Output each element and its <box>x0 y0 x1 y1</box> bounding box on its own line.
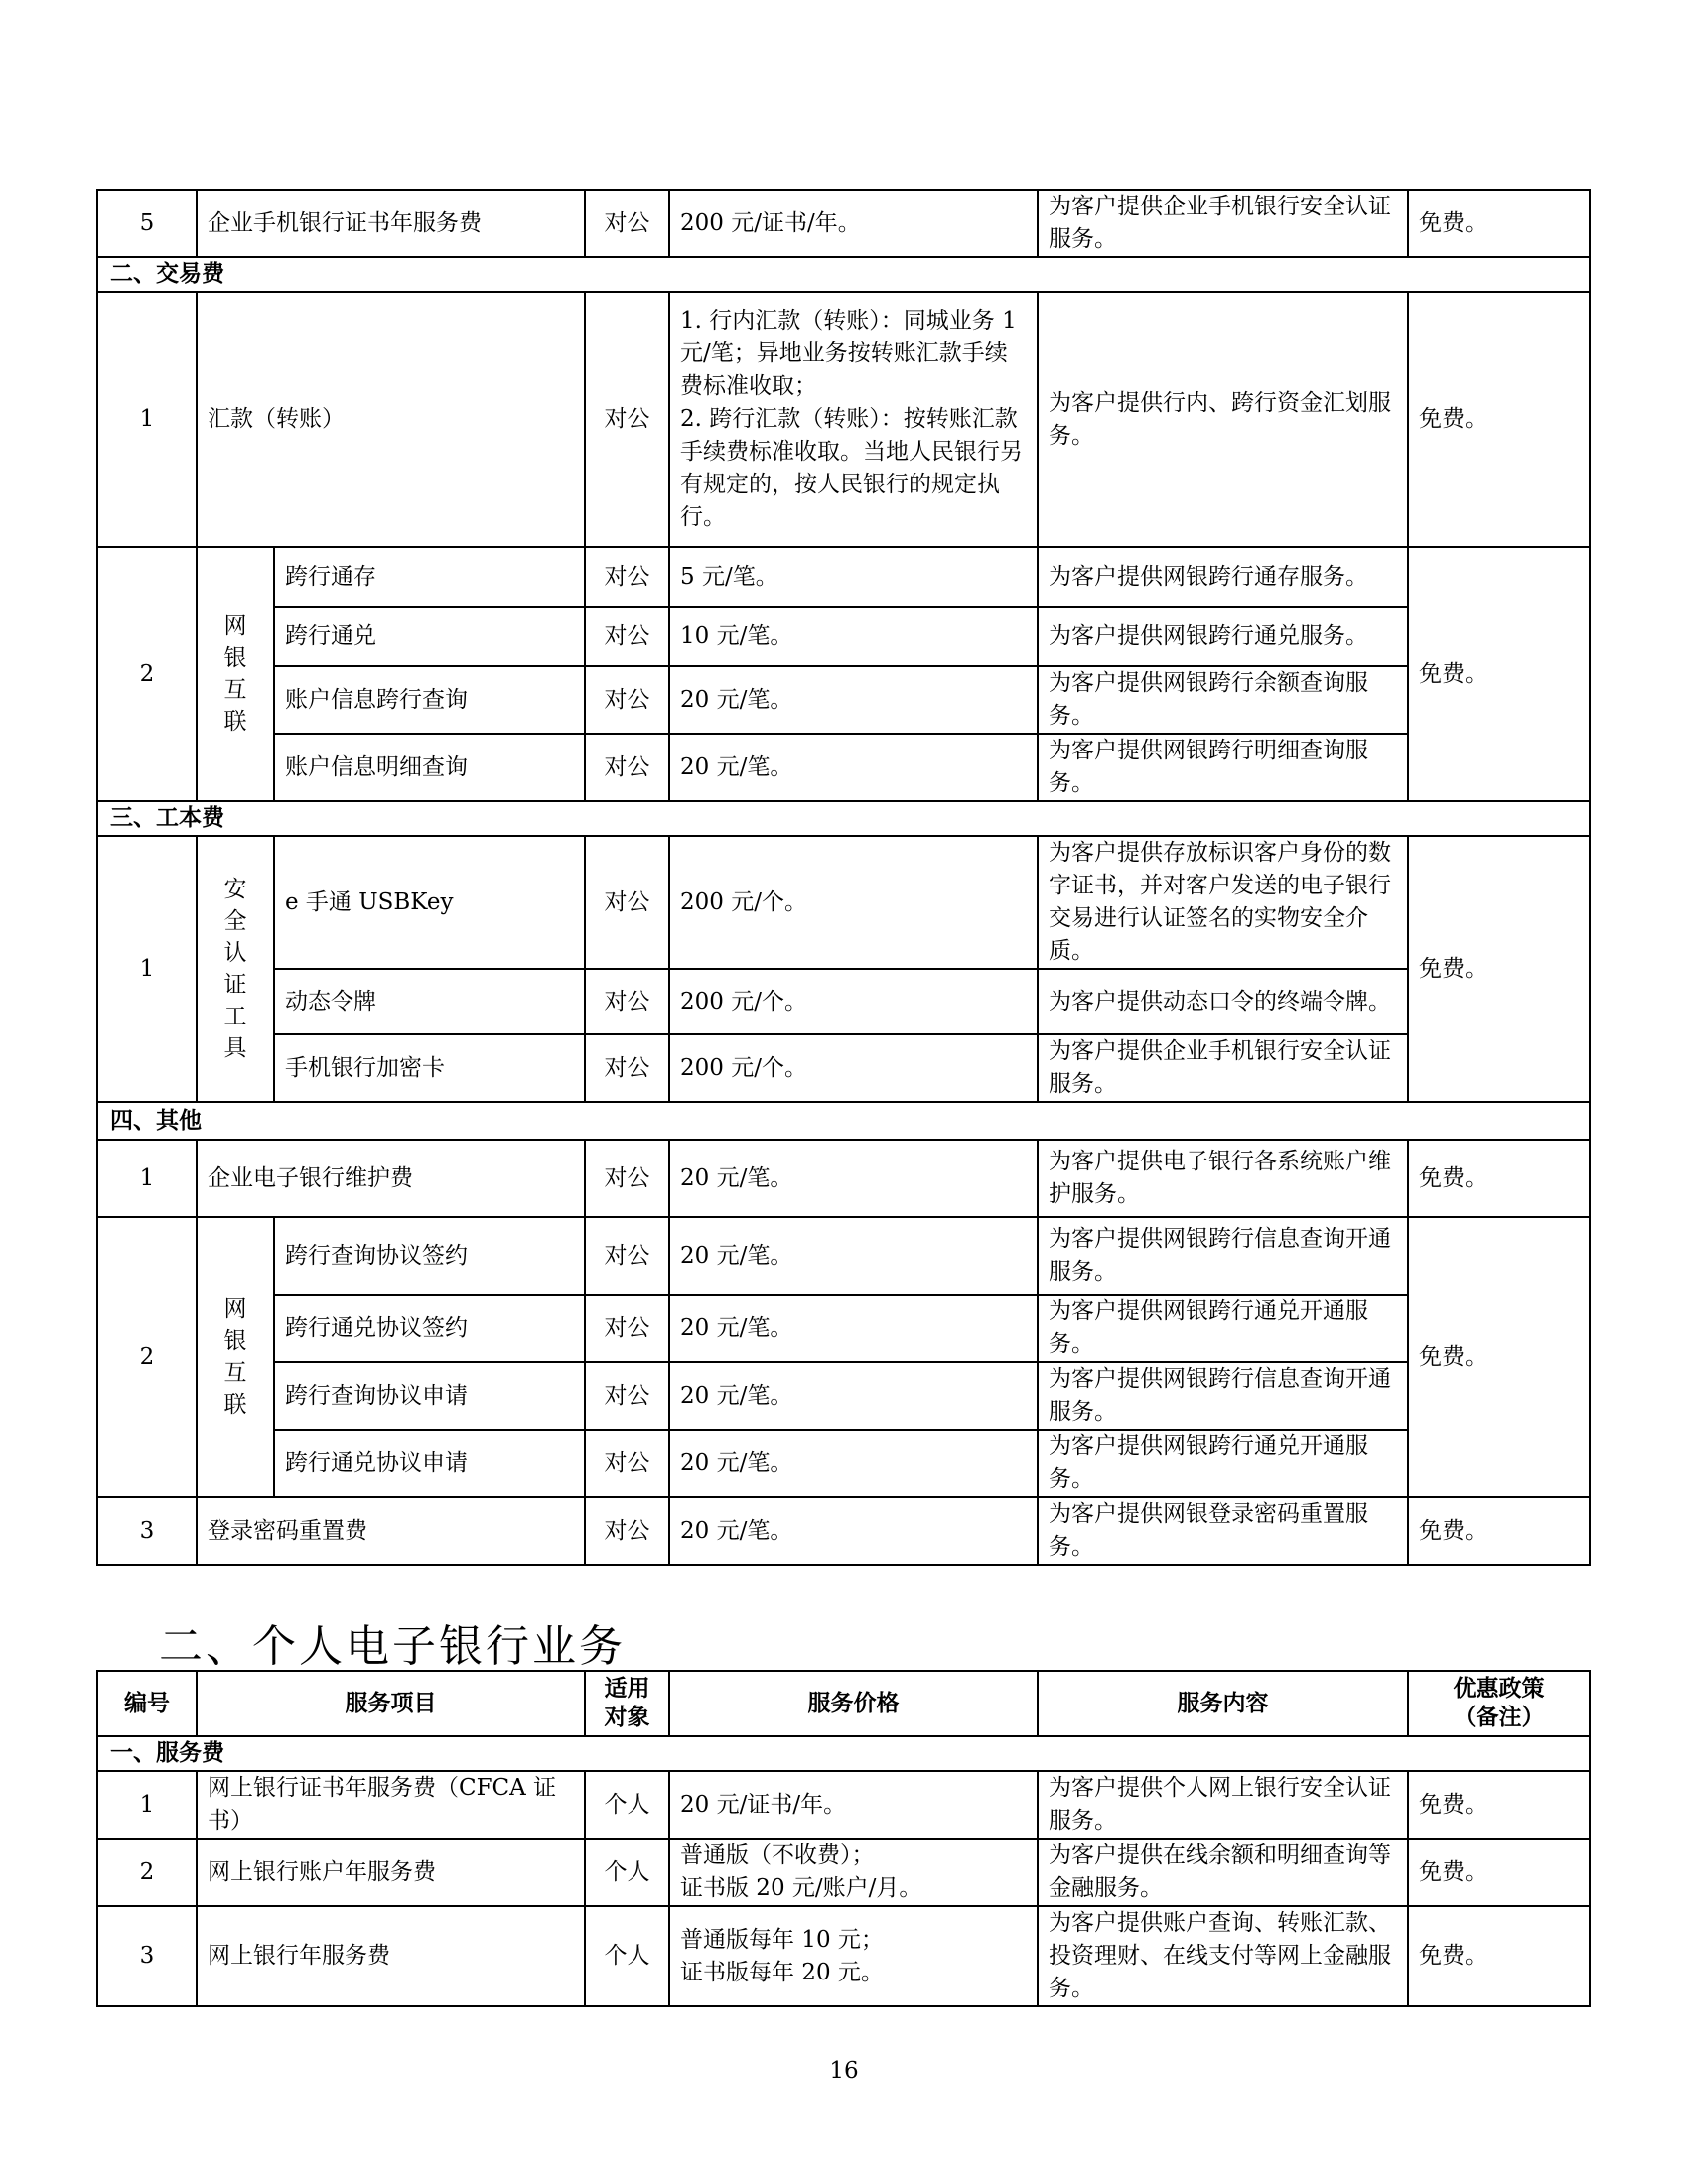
preferential-policy: 免费。 <box>1408 1497 1590 1565</box>
table-row <box>97 1497 1590 1565</box>
row-number: 2 <box>97 1217 197 1497</box>
row-number: 1 <box>97 836 197 1102</box>
target-client: 个人 <box>585 1771 669 1839</box>
row-number: 2 <box>97 1839 197 1906</box>
service-item: 汇款（转账） <box>197 292 585 547</box>
row-number: 5 <box>97 190 197 257</box>
service-price: 20 元/证书/年。 <box>669 1771 1038 1839</box>
preferential-policy: 免费。 <box>1408 292 1590 547</box>
table-row <box>97 836 1590 969</box>
target-client: 对公 <box>585 666 669 734</box>
service-content: 为客户提供网银跨行通兑服务。 <box>1038 607 1408 666</box>
service-item: 跨行通兑协议签约 <box>274 1295 585 1362</box>
section-heading: 二、个人电子银行业务 <box>159 1621 626 1672</box>
target-client: 对公 <box>585 292 669 547</box>
page-number: 16 <box>829 2058 859 2084</box>
service-item: 账户信息明细查询 <box>274 734 585 801</box>
header-service-item: 服务项目 <box>197 1671 585 1736</box>
service-item: 跨行通存 <box>274 547 585 607</box>
service-content: 为客户提供企业手机银行安全认证服务。 <box>1038 1034 1408 1102</box>
target-client: 对公 <box>585 1497 669 1565</box>
price-line: 证书版 20 元/账户/月。 <box>680 1875 922 1901</box>
target-client: 对公 <box>585 1430 669 1497</box>
table-row <box>97 734 1590 801</box>
row-number: 3 <box>97 1497 197 1565</box>
header-price: 服务价格 <box>669 1671 1038 1736</box>
service-item: 网上银行年服务费 <box>197 1906 585 2006</box>
service-price: 20 元/笔。 <box>669 1430 1038 1497</box>
target-client: 对公 <box>585 607 669 666</box>
service-price: 20 元/笔。 <box>669 1217 1038 1295</box>
preferential-policy: 免费。 <box>1408 1140 1590 1217</box>
table-row <box>97 1839 1590 1906</box>
table-row <box>97 1034 1590 1102</box>
preferential-policy: 免费。 <box>1408 1906 1590 2006</box>
section-title: 二、交易费 <box>97 257 1590 292</box>
section-row <box>97 801 1590 836</box>
table-row <box>97 607 1590 666</box>
table-row <box>97 1140 1590 1217</box>
preferential-policy: 免费。 <box>1408 1771 1590 1839</box>
section-row <box>97 1102 1590 1140</box>
service-item: 跨行查询协议签约 <box>274 1217 585 1295</box>
service-price: 10 元/笔。 <box>669 607 1038 666</box>
personal-fee-table <box>96 1670 1591 2007</box>
price-line: 1. 行内汇款（转账）：同城业务 1 元/笔；异地业务按转账汇款手续费标准收取； <box>680 308 1017 399</box>
header-policy-text: 优惠政策（备注） <box>1453 1676 1545 1730</box>
service-item: 企业电子银行维护费 <box>197 1140 585 1217</box>
service-price: 20 元/笔。 <box>669 666 1038 734</box>
target-client: 对公 <box>585 547 669 607</box>
enterprise-fee-table <box>96 189 1591 1566</box>
table-row <box>97 969 1590 1034</box>
row-number: 3 <box>97 1906 197 2006</box>
service-content: 为客户提供企业手机银行安全认证服务。 <box>1038 190 1408 257</box>
preferential-policy: 免费。 <box>1408 190 1590 257</box>
section-title: 一、服务费 <box>97 1736 1590 1771</box>
price-line: 普通版每年 10 元； <box>680 1926 884 1953</box>
target-client: 对公 <box>585 1140 669 1217</box>
preferential-policy: 免费。 <box>1408 1217 1590 1497</box>
service-content: 为客户提供网银登录密码重置服务。 <box>1038 1497 1408 1565</box>
section-row <box>97 1736 1590 1771</box>
group-label <box>197 547 274 801</box>
target-client: 对公 <box>585 1295 669 1362</box>
service-content: 为客户提供网银跨行通存服务。 <box>1038 547 1408 607</box>
service-price <box>669 292 1038 547</box>
service-price: 20 元/笔。 <box>669 1140 1038 1217</box>
service-content: 为客户提供账户查询、转账汇款、投资理财、在线支付等网上金融服务。 <box>1038 1906 1408 2006</box>
price-line: 普通版（不收费）； <box>680 1843 875 1868</box>
table-row <box>97 1295 1590 1362</box>
service-content: 为客户提供网银跨行信息查询开通服务。 <box>1038 1217 1408 1295</box>
service-content: 为客户提供动态口令的终端令牌。 <box>1038 969 1408 1034</box>
table-row <box>97 1906 1590 2006</box>
group-label-text: 安全认证工具 <box>223 877 247 1061</box>
header-target-text: 适用对象 <box>604 1676 650 1730</box>
target-client: 对公 <box>585 734 669 801</box>
group-label-text: 网银互联 <box>223 1297 247 1418</box>
table-row <box>97 1362 1590 1430</box>
target-client: 对公 <box>585 1217 669 1295</box>
service-item: 跨行通兑协议申请 <box>274 1430 585 1497</box>
header-policy <box>1408 1671 1590 1736</box>
table-row <box>97 1771 1590 1839</box>
service-price: 200 元/证书/年。 <box>669 190 1038 257</box>
service-price: 200 元/个。 <box>669 1034 1038 1102</box>
table-header-row <box>97 1671 1590 1736</box>
target-client: 对公 <box>585 1362 669 1430</box>
service-price <box>669 1839 1038 1906</box>
group-label-text: 网银互联 <box>223 614 247 735</box>
table-row <box>97 292 1590 547</box>
target-client: 个人 <box>585 1839 669 1906</box>
row-number: 1 <box>97 1140 197 1217</box>
service-price: 5 元/笔。 <box>669 547 1038 607</box>
service-content: 为客户提供网银跨行通兑开通服务。 <box>1038 1295 1408 1362</box>
service-content: 为客户提供网银跨行明细查询服务。 <box>1038 734 1408 801</box>
group-label <box>197 836 274 1102</box>
row-number: 1 <box>97 1771 197 1839</box>
service-content: 为客户提供存放标识客户身份的数字证书，并对客户发送的电子银行交易进行认证签名的实物安全介质。 <box>1038 836 1408 969</box>
target-client: 对公 <box>585 969 669 1034</box>
preferential-policy: 免费。 <box>1408 836 1590 1102</box>
section-title: 三、工本费 <box>97 801 1590 836</box>
service-content: 为客户提供网银跨行通兑开通服务。 <box>1038 1430 1408 1497</box>
table-row <box>97 190 1590 257</box>
table-row <box>97 547 1590 607</box>
service-item: 登录密码重置费 <box>197 1497 585 1565</box>
service-price <box>669 1906 1038 2006</box>
service-item: 手机银行加密卡 <box>274 1034 585 1102</box>
target-client: 对公 <box>585 190 669 257</box>
service-price: 200 元/个。 <box>669 969 1038 1034</box>
table-row <box>97 1217 1590 1295</box>
service-price: 200 元/个。 <box>669 836 1038 969</box>
service-content: 为客户提供网银跨行余额查询服务。 <box>1038 666 1408 734</box>
price-line: 2. 跨行汇款（转账）：按转账汇款手续费标准收取。当地人民银行另有规定的，按人民银行的规定执行。 <box>680 406 1023 530</box>
group-label <box>197 1217 274 1497</box>
service-item: 企业手机银行证书年服务费 <box>197 190 585 257</box>
header-content: 服务内容 <box>1038 1671 1408 1736</box>
service-item: 动态令牌 <box>274 969 585 1034</box>
service-content: 为客户提供网银跨行信息查询开通服务。 <box>1038 1362 1408 1430</box>
service-content: 为客户提供个人网上银行安全认证服务。 <box>1038 1771 1408 1839</box>
service-content: 为客户提供在线余额和明细查询等金融服务。 <box>1038 1839 1408 1906</box>
service-price: 20 元/笔。 <box>669 1497 1038 1565</box>
table-row <box>97 1430 1590 1497</box>
table-row <box>97 666 1590 734</box>
row-number: 1 <box>97 292 197 547</box>
service-item: 网上银行账户年服务费 <box>197 1839 585 1906</box>
service-item: 账户信息跨行查询 <box>274 666 585 734</box>
section-row <box>97 257 1590 292</box>
preferential-policy: 免费。 <box>1408 1839 1590 1906</box>
service-content: 为客户提供行内、跨行资金汇划服务。 <box>1038 292 1408 547</box>
row-number: 2 <box>97 547 197 801</box>
service-content: 为客户提供电子银行各系统账户维护服务。 <box>1038 1140 1408 1217</box>
target-client: 对公 <box>585 1034 669 1102</box>
service-price: 20 元/笔。 <box>669 1295 1038 1362</box>
target-client: 对公 <box>585 836 669 969</box>
service-item: e 手通 USBKey <box>274 836 585 969</box>
preferential-policy: 免费。 <box>1408 547 1590 801</box>
service-price: 20 元/笔。 <box>669 1362 1038 1430</box>
header-target <box>585 1671 669 1736</box>
service-price: 20 元/笔。 <box>669 734 1038 801</box>
price-line: 证书版每年 20 元。 <box>680 1959 884 1985</box>
service-item: 跨行查询协议申请 <box>274 1362 585 1430</box>
service-item: 网上银行证书年服务费（CFCA 证书） <box>197 1771 585 1839</box>
service-item: 跨行通兑 <box>274 607 585 666</box>
header-number: 编号 <box>97 1671 197 1736</box>
target-client: 个人 <box>585 1906 669 2006</box>
section-title: 四、其他 <box>97 1102 1590 1140</box>
